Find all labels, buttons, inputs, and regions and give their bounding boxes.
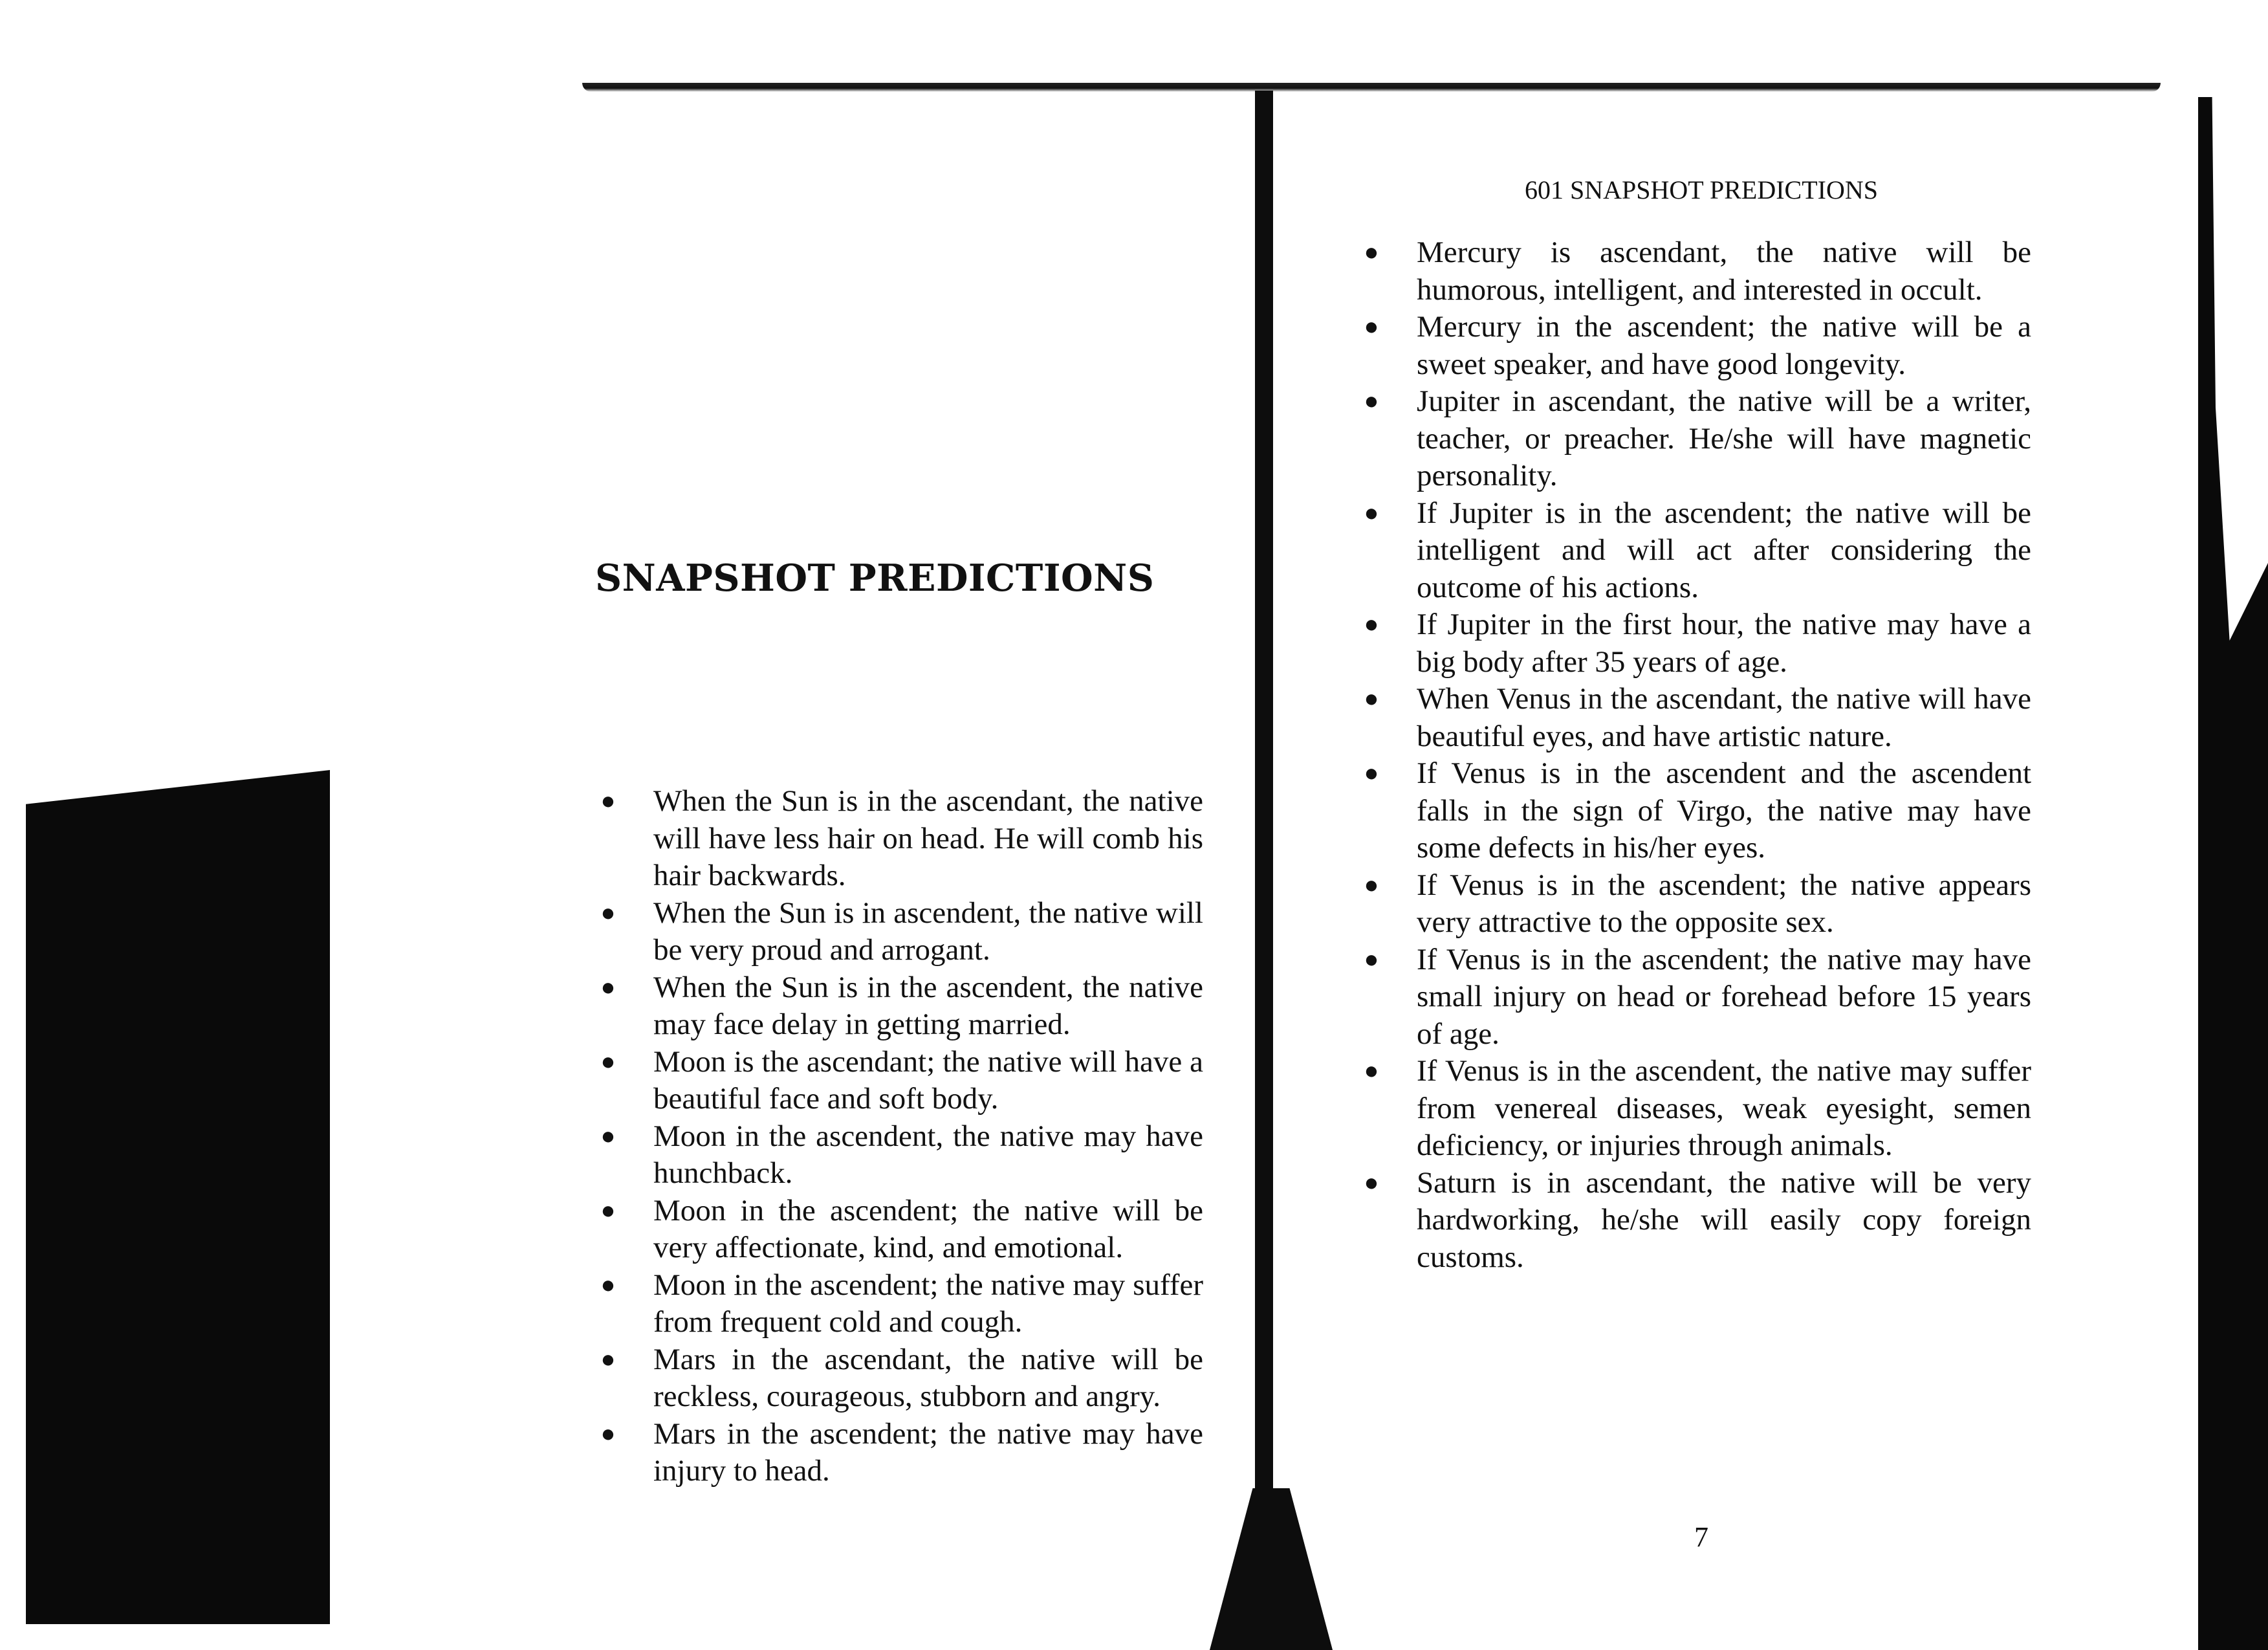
list-item-text: Mercury is ascendant, the native will be humorous, intelligent, and interested in occult. <box>1417 236 2031 307</box>
list-item <box>595 1267 1203 1341</box>
bullet-icon: ● <box>1364 239 1379 266</box>
page-number: 7 <box>1694 1521 1708 1553</box>
bullet-icon: ● <box>600 1345 616 1373</box>
list-item <box>1358 681 2031 755</box>
list-item <box>595 1416 1203 1490</box>
list-item <box>595 1044 1203 1118</box>
list-item-text: When Venus in the ascendant, the native will have beautiful eyes, and have artistic nature. <box>1417 682 2031 753</box>
right-page <box>1358 175 2044 1598</box>
bullet-icon: ● <box>1364 685 1379 712</box>
list-item-text: Saturn is in ascendant, the native will be very hardworking, he/she will easily copy foreign customs. <box>1417 1165 2031 1274</box>
bullet-icon: ● <box>1364 871 1379 899</box>
bullet-icon: ● <box>1364 313 1379 340</box>
list-item <box>1358 1165 2031 1277</box>
list-item <box>1358 755 2031 867</box>
list-item-text: If Venus is in the ascendent; the native may have small injury on head or forehead before 15 years of age. <box>1417 942 2031 1051</box>
list-item-text: Moon in the ascendent; the native will be very affectionate, kind, and emotional. <box>653 1193 1203 1264</box>
bullet-icon: ● <box>600 1048 616 1075</box>
list-item <box>1358 606 2031 681</box>
list-item-text: Mars in the ascendent; the native may have injury to head. <box>653 1416 1203 1488</box>
left-page <box>595 556 1242 1514</box>
list-item-text: When the Sun is in the ascendant, the native will have less hair on head. He will comb his hair backwards. <box>653 784 1203 892</box>
list-item <box>1358 867 2031 941</box>
list-item <box>595 1341 1203 1416</box>
chapter-title: SNAPSHOT PREDICTIONS <box>595 556 1155 600</box>
list-item-text: If Venus is in the ascendent and the ascendent falls in the sign of Virgo, the native may have some defects in his/her eyes. <box>1417 756 2031 864</box>
list-item <box>595 1193 1203 1267</box>
book-spine-shadow <box>1255 91 1273 1644</box>
left-prediction-list <box>595 783 1203 1490</box>
list-item-text: If Venus is in the ascendent; the native appears very attractive to the opposite sex. <box>1417 868 2031 939</box>
bullet-icon: ● <box>600 787 616 815</box>
list-item-text: Mercury in the ascendent; the native will be a sweet speaker, and have good longevity. <box>1417 310 2031 381</box>
list-item <box>1358 1053 2031 1165</box>
list-item <box>595 969 1203 1044</box>
bullet-icon: ● <box>1364 945 1379 973</box>
list-item-text: Moon is the ascendant; the native will have a beautiful face and soft body. <box>653 1044 1203 1116</box>
list-item <box>595 895 1203 969</box>
bullet-icon: ● <box>1364 611 1379 638</box>
list-item <box>1358 383 2031 495</box>
list-item <box>1358 234 2031 309</box>
bullet-icon: ● <box>600 1196 616 1224</box>
right-prediction-list <box>1358 234 2031 1276</box>
list-item <box>1358 309 2031 383</box>
list-item <box>595 783 1203 895</box>
scan-top-rule <box>582 83 2161 92</box>
bullet-icon: ● <box>1364 760 1379 787</box>
bullet-icon: ● <box>600 1420 616 1447</box>
list-item-text: When the Sun is in ascendent, the native will be very proud and arrogant. <box>653 896 1203 967</box>
bullet-icon: ● <box>600 973 616 1001</box>
left-scan-shadow <box>26 770 330 1624</box>
list-item-text: When the Sun is in the ascendent, the native may face delay in getting married. <box>653 970 1203 1041</box>
list-item-text: If Jupiter is in the ascendent; the native will be intelligent and will act after considering the outcome of his actions. <box>1417 496 2031 604</box>
right-scan-edge <box>2198 97 2268 1650</box>
bullet-icon: ● <box>1364 388 1379 415</box>
list-item <box>595 1118 1203 1193</box>
list-item <box>1358 495 2031 607</box>
list-item-text: Mars in the ascendant, the native will be reckless, courageous, stubborn and angry. <box>653 1342 1203 1413</box>
bullet-icon: ● <box>600 1122 616 1150</box>
bullet-icon: ● <box>600 899 616 927</box>
list-item-text: If Venus is in the ascendent, the native may suffer from venereal diseases, weak eyesight, semen deficiency, or injuries through animals. <box>1417 1054 2031 1162</box>
running-head: 601 SNAPSHOT PREDICTIONS <box>1524 175 1878 204</box>
list-item <box>1358 941 2031 1053</box>
bullet-icon: ● <box>1364 1169 1379 1196</box>
bullet-icon: ● <box>1364 499 1379 527</box>
list-item-text: Jupiter in ascendant, the native will be a writer, teacher, or preacher. He/she will have magnetic personality. <box>1417 384 2031 492</box>
list-item-text: If Jupiter in the first hour, the native may have a big body after 35 years of age. <box>1417 608 2031 679</box>
bullet-icon: ● <box>600 1271 616 1299</box>
list-item-text: Moon in the ascendent; the native may suffer from frequent cold and cough. <box>653 1268 1203 1339</box>
list-item-text: Moon in the ascendent, the native may have hunchback. <box>653 1119 1203 1190</box>
bullet-icon: ● <box>1364 1057 1379 1084</box>
